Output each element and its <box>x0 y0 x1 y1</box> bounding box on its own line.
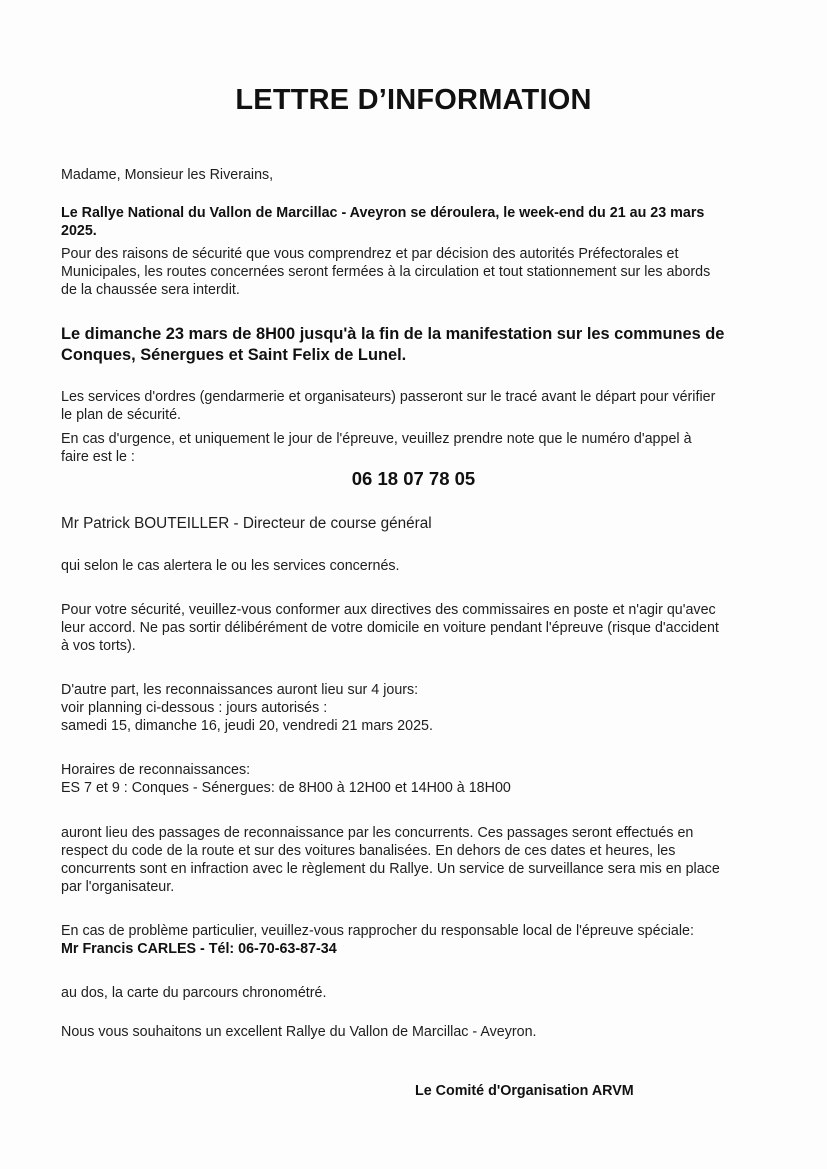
services-line: le plan de sécurité. <box>61 407 182 423</box>
page-title: LETTRE D’INFORMATION <box>235 84 592 116</box>
recon-line: D'autre part, les reconnaissances auront lieu sur 4 jours: <box>61 682 419 698</box>
signature: Le Comité d'Organisation ARVM <box>415 1083 634 1099</box>
emergency-phone: 06 18 07 78 05 <box>351 468 476 489</box>
emergency-paragraph <box>61 430 773 466</box>
emergency-line: faire est le : <box>61 449 135 465</box>
closure-notice <box>61 324 773 366</box>
passages-line: auront lieu des passages de reconnaissance par les concurrents. Ces passages seront effectués en <box>61 825 694 841</box>
emergency-line: En cas d'urgence, et uniquement le jour de l'épreuve, veuillez prendre note que le numéro d'appel à <box>61 431 692 447</box>
safety-paragraph <box>61 245 773 299</box>
closure-line: Le dimanche 23 mars de 8H00 jusqu'à la fin de la manifestation sur les communes de <box>61 325 725 343</box>
security-line: leur accord. Ne pas sortir délibérément de votre domicile en voiture pendant l'épreuve (risque d'accident <box>61 620 719 636</box>
hours-line: ES 7 et 9 : Conques - Sénergues: de 8H00 à 12H00 et 14H00 à 18H00 <box>61 780 511 796</box>
map-note: au dos, la carte du parcours chronométré. <box>61 985 327 1001</box>
services-paragraph <box>61 388 773 424</box>
safety-line: Municipales, les routes concernées seront fermées à la circulation et tout stationnement sur les abords <box>61 264 711 280</box>
problem-paragraph <box>61 922 773 958</box>
safety-line: Pour des raisons de sécurité que vous comprendrez et par décision des autorités Préfectorales et <box>61 246 679 262</box>
rally-announcement <box>61 204 773 240</box>
passages-line: respect du code de la route et sur des voitures banalisées. En dehors de ces dates et heures, les <box>61 843 676 859</box>
director-note: qui selon le cas alertera le ou les services concernés. <box>61 558 400 574</box>
recon-paragraph <box>61 681 773 735</box>
recon-line: voir planning ci-dessous : jours autorisés : <box>61 700 328 716</box>
recon-line: samedi 15, dimanche 16, jeudi 20, vendredi 21 mars 2025. <box>61 718 433 734</box>
security-paragraph <box>61 601 773 655</box>
race-director: Mr Patrick BOUTEILLER - Directeur de course général <box>61 515 432 532</box>
rally-announcement-line: Le Rallye National du Vallon de Marcillac - Aveyron se déroulera, le week-end du 21 au 23 mars <box>61 205 705 221</box>
passages-line: concurrents sont en infraction avec le règlement du Rallye. Un service de surveillance sera mis en place <box>61 861 720 877</box>
passages-paragraph <box>61 824 773 896</box>
closure-line: Conques, Sénergues et Saint Felix de Lunel. <box>61 346 407 364</box>
closing-line: Nous vous souhaitons un excellent Rallye du Vallon de Marcillac - Aveyron. <box>61 1024 537 1040</box>
services-line: Les services d'ordres (gendarmerie et organisateurs) passeront sur le tracé avant le départ pour vérifier <box>61 389 716 405</box>
hours-line: Horaires de reconnaissances: <box>61 762 251 778</box>
safety-line: de la chaussée sera interdit. <box>61 282 240 298</box>
security-line: Pour votre sécurité, veuillez-vous conformer aux directives des commissaires en poste et n'agir qu'avec <box>61 602 716 618</box>
local-contact: Mr Francis CARLES - Tél: 06-70-63-87-34 <box>61 941 337 957</box>
salutation: Madame, Monsieur les Riverains, <box>61 167 274 183</box>
problem-line: En cas de problème particulier, veuillez-vous rapprocher du responsable local de l'épreuve spéciale: <box>61 923 694 939</box>
rally-announcement-line: 2025. <box>61 223 97 239</box>
hours-paragraph <box>61 761 773 797</box>
security-line: à vos torts). <box>61 638 136 654</box>
passages-line: par l'organisateur. <box>61 879 175 895</box>
